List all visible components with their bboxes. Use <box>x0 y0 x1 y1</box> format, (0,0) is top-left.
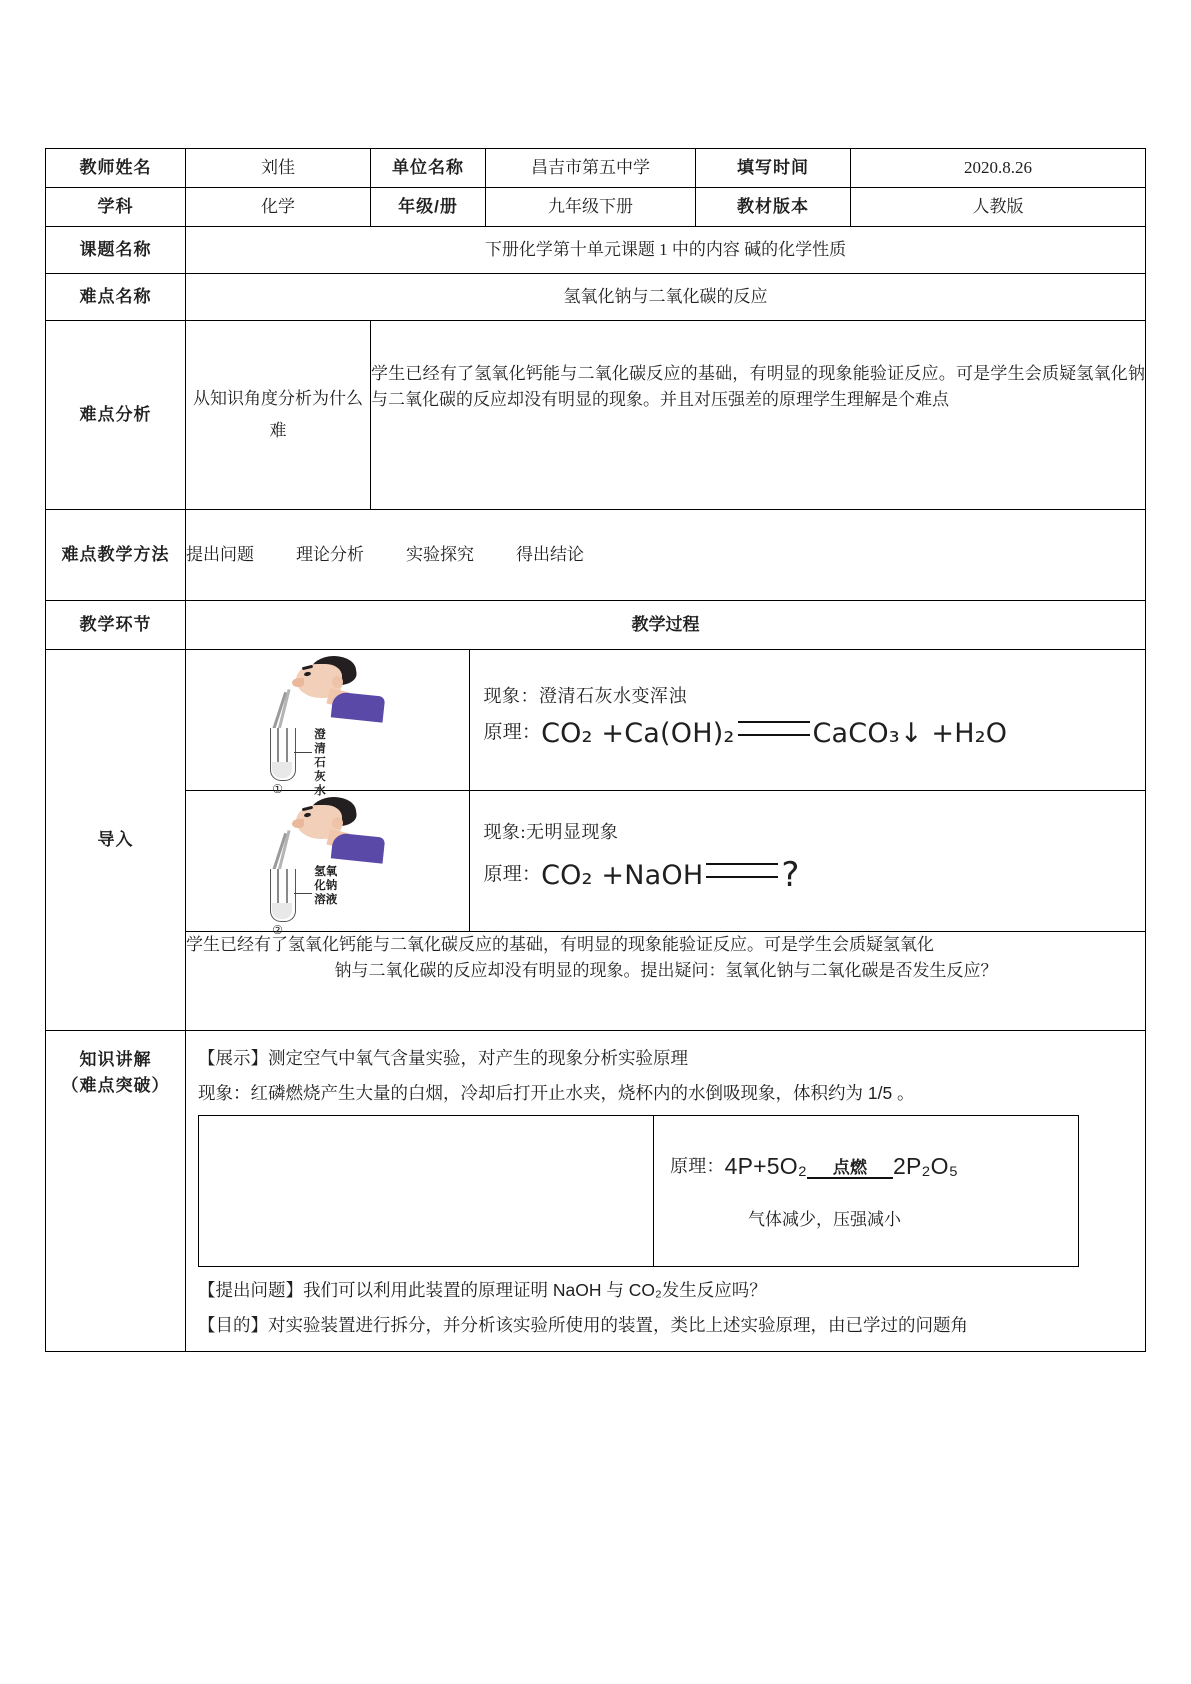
experiments-table <box>186 650 1146 985</box>
knowledge-content <box>186 1031 1146 1352</box>
blowing-into-limewater-illustration <box>242 654 412 798</box>
phenomenon-1: 现象：澄清石灰水变浑浊 <box>483 686 687 707</box>
intro-label: 导入 <box>46 650 186 1031</box>
experiment-figure-2 <box>186 791 469 937</box>
equation-2-products: ? <box>781 854 800 895</box>
method-item-2: 实验探究 <box>406 544 474 564</box>
figure-2-label-line-2: 溶液 <box>314 894 338 907</box>
combustion-equation-row <box>199 1116 1079 1267</box>
figure-1-label-line-1: 清 <box>314 743 326 756</box>
subject-value: 化学 <box>186 188 371 227</box>
method-item-0: 提出问题 <box>186 544 254 564</box>
equation-2 <box>470 847 1147 908</box>
leader-line <box>294 752 312 753</box>
phenomenon-2: 现象:无明显现象 <box>483 821 619 842</box>
combustion-equation-right: 2P₂O₅ <box>892 1153 959 1179</box>
knowledge-question-line: 【提出问题】我们可以利用此装置的原理证明 NaOH 与 CO₂发生反应吗？ <box>198 1280 767 1300</box>
grade-value: 九年级下册 <box>486 188 696 227</box>
knowledge-label <box>46 1031 186 1352</box>
figure-1-label-line-2: 石 <box>314 757 326 770</box>
figure-1-label-line-4: 水 <box>314 785 326 798</box>
intro-summary <box>186 932 1146 985</box>
figure-2-label-line-0: 氢氧 <box>314 866 338 878</box>
table-row-methods <box>46 510 1146 601</box>
reaction-line-icon <box>807 1177 893 1179</box>
knowledge-show-line: 【展示】测定空气中氧气含量实验，对产生的现象分析实验原理 <box>198 1048 688 1068</box>
knowledge-label-line-1: 知识讲解 <box>79 1050 152 1069</box>
experiment-detail-2 <box>469 791 1146 932</box>
topic-value: 下册化学第十单元课题 1 中的内容 碱的化学性质 <box>186 227 1146 274</box>
methods-label: 难点教学方法 <box>46 510 186 601</box>
person-head-icon-2 <box>288 797 360 849</box>
difficulty-value: 氢氧化钠与二氧化碳的反应 <box>186 274 1146 321</box>
equation-2-reactants: CO₂ +NaOH <box>541 859 704 891</box>
unit-name-value: 昌吉市第五中学 <box>486 149 696 188</box>
subject-label: 学科 <box>46 188 186 227</box>
person-head-icon <box>288 656 360 708</box>
equation-1-prefix: 原理： <box>483 722 542 744</box>
intro-content <box>186 650 1146 1031</box>
fill-date-value: 2020.8.26 <box>851 149 1146 188</box>
experiment-detail-1 <box>469 650 1146 791</box>
combustion-principle-cell <box>654 1116 1079 1267</box>
method-item-3: 得出结论 <box>516 544 584 564</box>
knowledge-tail-text <box>186 1267 1145 1351</box>
knowledge-purpose-line: 【目的】对实验装置进行拆分，并分析该实验所使用的装置，类比上述实验原理，由已学过的问题角 <box>198 1315 968 1335</box>
experiment-figure-1 <box>186 650 469 798</box>
methods-list <box>186 510 1146 601</box>
analysis-label: 难点分析 <box>46 321 186 510</box>
table-row-difficulty <box>46 274 1146 321</box>
textbook-version-value: 人教版 <box>851 188 1146 227</box>
figure-2-label-line-1: 化钠 <box>314 880 338 893</box>
experiment-row-1 <box>186 650 1146 791</box>
leader-line-2 <box>294 893 312 894</box>
nose-shape <box>292 678 304 687</box>
teacher-name-value: 刘佳 <box>186 149 371 188</box>
table-row-topic <box>46 227 1146 274</box>
shoulder-shape-2 <box>331 832 385 863</box>
combustion-equation <box>670 1149 1078 1185</box>
equation-1-products: CaCO₃↓ +H₂O <box>812 718 1008 750</box>
method-item-1: 理论分析 <box>296 544 364 564</box>
table-row-process-header <box>46 601 1146 650</box>
combustion-equation-prefix: 原理： <box>670 1156 725 1176</box>
equation-2-prefix: 原理： <box>483 863 542 885</box>
table-row-knowledge <box>46 1031 1146 1352</box>
fill-date-label: 填写时间 <box>696 149 851 188</box>
reaction-condition-label: 点燃 <box>832 1158 868 1177</box>
reaction-arrow-icon-2 <box>706 863 778 878</box>
analysis-text: 学生已经有了氢氧化钙能与二氧化碳反应的基础，有明显的现象能验证反应。可是学生会质疑氢氧化钠与二氧化碳的反应却没有明显的现象。并且对压强差的原理学生理解是个难点 <box>371 321 1146 510</box>
table-row-subject <box>46 188 1146 227</box>
knowledge-intro-text <box>186 1031 1145 1115</box>
topic-label: 课题名称 <box>46 227 186 274</box>
grade-label: 年级/册 <box>371 188 486 227</box>
knowledge-phenomenon-line: 现象：红磷燃烧产生大量的白烟，冷却后打开止水夹，烧杯内的水倒吸现象，体积约为 1/5 。 <box>198 1083 915 1103</box>
figure-2-label <box>314 865 346 907</box>
process-title: 教学过程 <box>186 601 1146 650</box>
combustion-principle <box>654 1149 1078 1233</box>
combustion-apparatus-cell <box>199 1116 654 1267</box>
intro-summary-line-1: 学生已经有了氢氧化钙能与二氧化碳反应的基础，有明显的现象能验证反应。可是学生会质疑氢氧化 <box>186 935 934 954</box>
difficulty-label: 难点名称 <box>46 274 186 321</box>
table-row-intro <box>46 650 1146 1031</box>
shoulder-shape <box>331 691 385 722</box>
process-stage-label: 教学环节 <box>46 601 186 650</box>
analysis-sub-label: 从知识角度分析为什么难 <box>186 321 371 510</box>
nose-shape-2 <box>292 819 304 828</box>
figure-2-number: ② <box>272 923 284 937</box>
combustion-equation-box <box>198 1115 1079 1267</box>
combustion-note: 气体减少，压强减小 <box>748 1209 901 1229</box>
blowing-into-naoh-illustration <box>242 795 412 937</box>
lesson-plan-table <box>45 148 1146 1352</box>
teacher-name-label: 教师姓名 <box>46 149 186 188</box>
figure-1-label <box>314 728 340 798</box>
figure-1-label-line-3: 灰 <box>314 771 326 784</box>
table-row-analysis <box>46 321 1146 510</box>
experiment-summary-row <box>186 932 1146 985</box>
textbook-version-label: 教材版本 <box>696 188 851 227</box>
reaction-condition <box>807 1159 893 1179</box>
intro-summary-line-2: 钠与二氧化碳的反应却没有明显的现象。提出疑问：氢氧化钠与二氧化碳是否发生反应？ <box>334 961 998 981</box>
figure-1-label-line-0: 澄 <box>314 729 326 741</box>
unit-name-label: 单位名称 <box>371 149 486 188</box>
experiment-row-2 <box>186 791 1146 932</box>
figure-1-number: ① <box>272 782 284 796</box>
reaction-arrow-icon <box>738 721 810 736</box>
table-row-teacher <box>46 149 1146 188</box>
equation-1-reactants: CO₂ +Ca(OH)₂ <box>541 718 735 750</box>
combustion-equation-left: 4P+5O₂ <box>724 1153 807 1179</box>
equation-1 <box>470 711 1147 761</box>
knowledge-label-line-2: （难点突破） <box>61 1076 170 1096</box>
